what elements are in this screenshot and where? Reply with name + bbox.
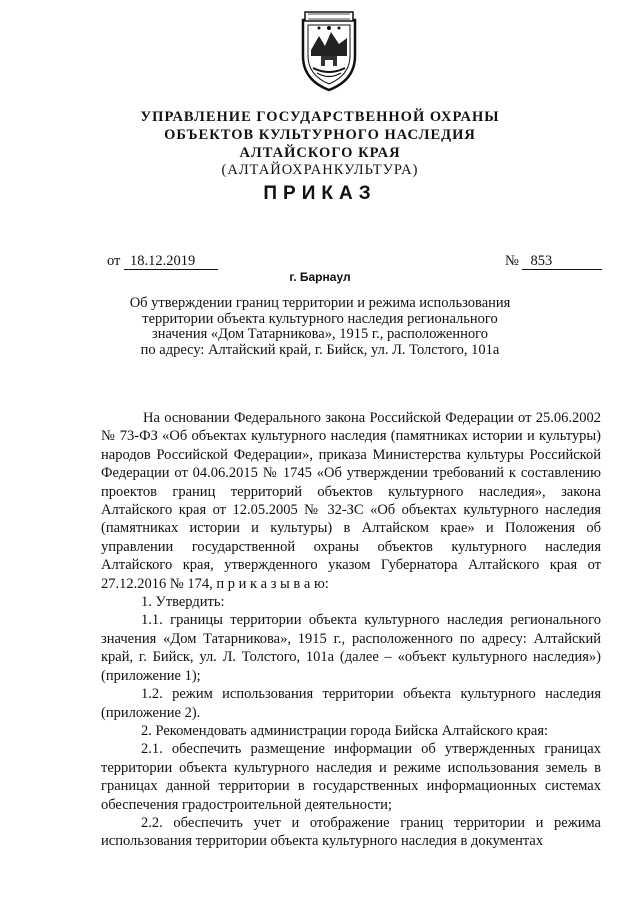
- date-value: 18.12.2019: [124, 254, 218, 270]
- org-short-name: (АЛТАЙОХРАНКУЛЬТУРА): [221, 162, 419, 178]
- clause-1-2: 1.2. режим использования территории объекта культурного наследия (приложение 2).: [101, 686, 601, 721]
- document-body: [101, 409, 601, 851]
- number-value: 853: [522, 254, 602, 270]
- date-prefix: от: [107, 253, 121, 269]
- coat-of-arms-emblem: [299, 10, 359, 92]
- clause-1-1: 1.1. границы территории объекта культурного наследия регионального значения «Дом Татарникова», 1915 г., расположенного по адресу: Алтайский край, г. Бийск, ул. Л. Толстого, 101а (далее – «объект культурного наследия») (приложение 1);: [101, 612, 601, 684]
- city: г. Барнаул: [289, 270, 351, 284]
- subject-line-2: территории объекта культурного наследия регионального: [142, 310, 498, 327]
- clause-2-1: 2.1. обеспечить размещение информации об утвержденных границах территории объекта культурного наследия и режиме использования земель в границах данной территории в государственных информационных системах обеспечения градостроительной деятельности;: [101, 741, 601, 813]
- subject-line-3: значения «Дом Татарникова», 1915 г., расположенного: [152, 326, 488, 342]
- clause-2-2: 2.2. обеспечить учет и отображение границ территории и режима использования территории объекта культурного наследия в документах: [101, 814, 601, 850]
- preamble-paragraph: На основании Федерального закона Российской Федерации от 25.06.2002 № 73-ФЗ «Об объектах культурного наследия (памятниках истории и культуры) народов Российской Федерации», приказа Министерства культуры Российской Федерации от 04.06.2015 № 1745 «Об утверждении требований к составлению проектов границ территорий объектов культурного наследия», закона Алтайского края от 12.05.2005 № 32-ЗС «Об объектах культурного наследия (памятниках истории и культуры) в Алтайском крае» и Положения об управлении государственной охраны объектов культурного наследия Алтайского края, утвержденного указом Губернатора Алтайского края от 27.12.2016 № 174, п р и к а з ы в а ю:: [101, 410, 601, 592]
- org-name-line-3: АЛТАЙСКОГО КРАЯ: [239, 145, 401, 161]
- org-name-line-2: ОБЪЕКТОВ КУЛЬТУРНОГО НАСЛЕДИЯ: [164, 127, 476, 143]
- clause-2: 2. Рекомендовать администрации города Бийска Алтайского края:: [141, 722, 549, 739]
- document-date: [107, 253, 218, 270]
- subject-line-1: Об утверждении границ территории и режима использования: [129, 295, 511, 311]
- org-name-line-1: УПРАВЛЕНИЕ ГОСУДАРСТВЕННОЙ ОХРАНЫ: [140, 109, 500, 125]
- document-number: [505, 253, 602, 270]
- document-subject: [0, 296, 640, 358]
- document-title: ПРИКАЗ: [263, 183, 377, 204]
- clause-1: 1. Утвердить:: [141, 594, 225, 611]
- number-prefix: №: [505, 253, 519, 269]
- subject-line-4: по адресу: Алтайский край, г. Бийск, ул. Л. Толстого, 101а: [140, 341, 500, 358]
